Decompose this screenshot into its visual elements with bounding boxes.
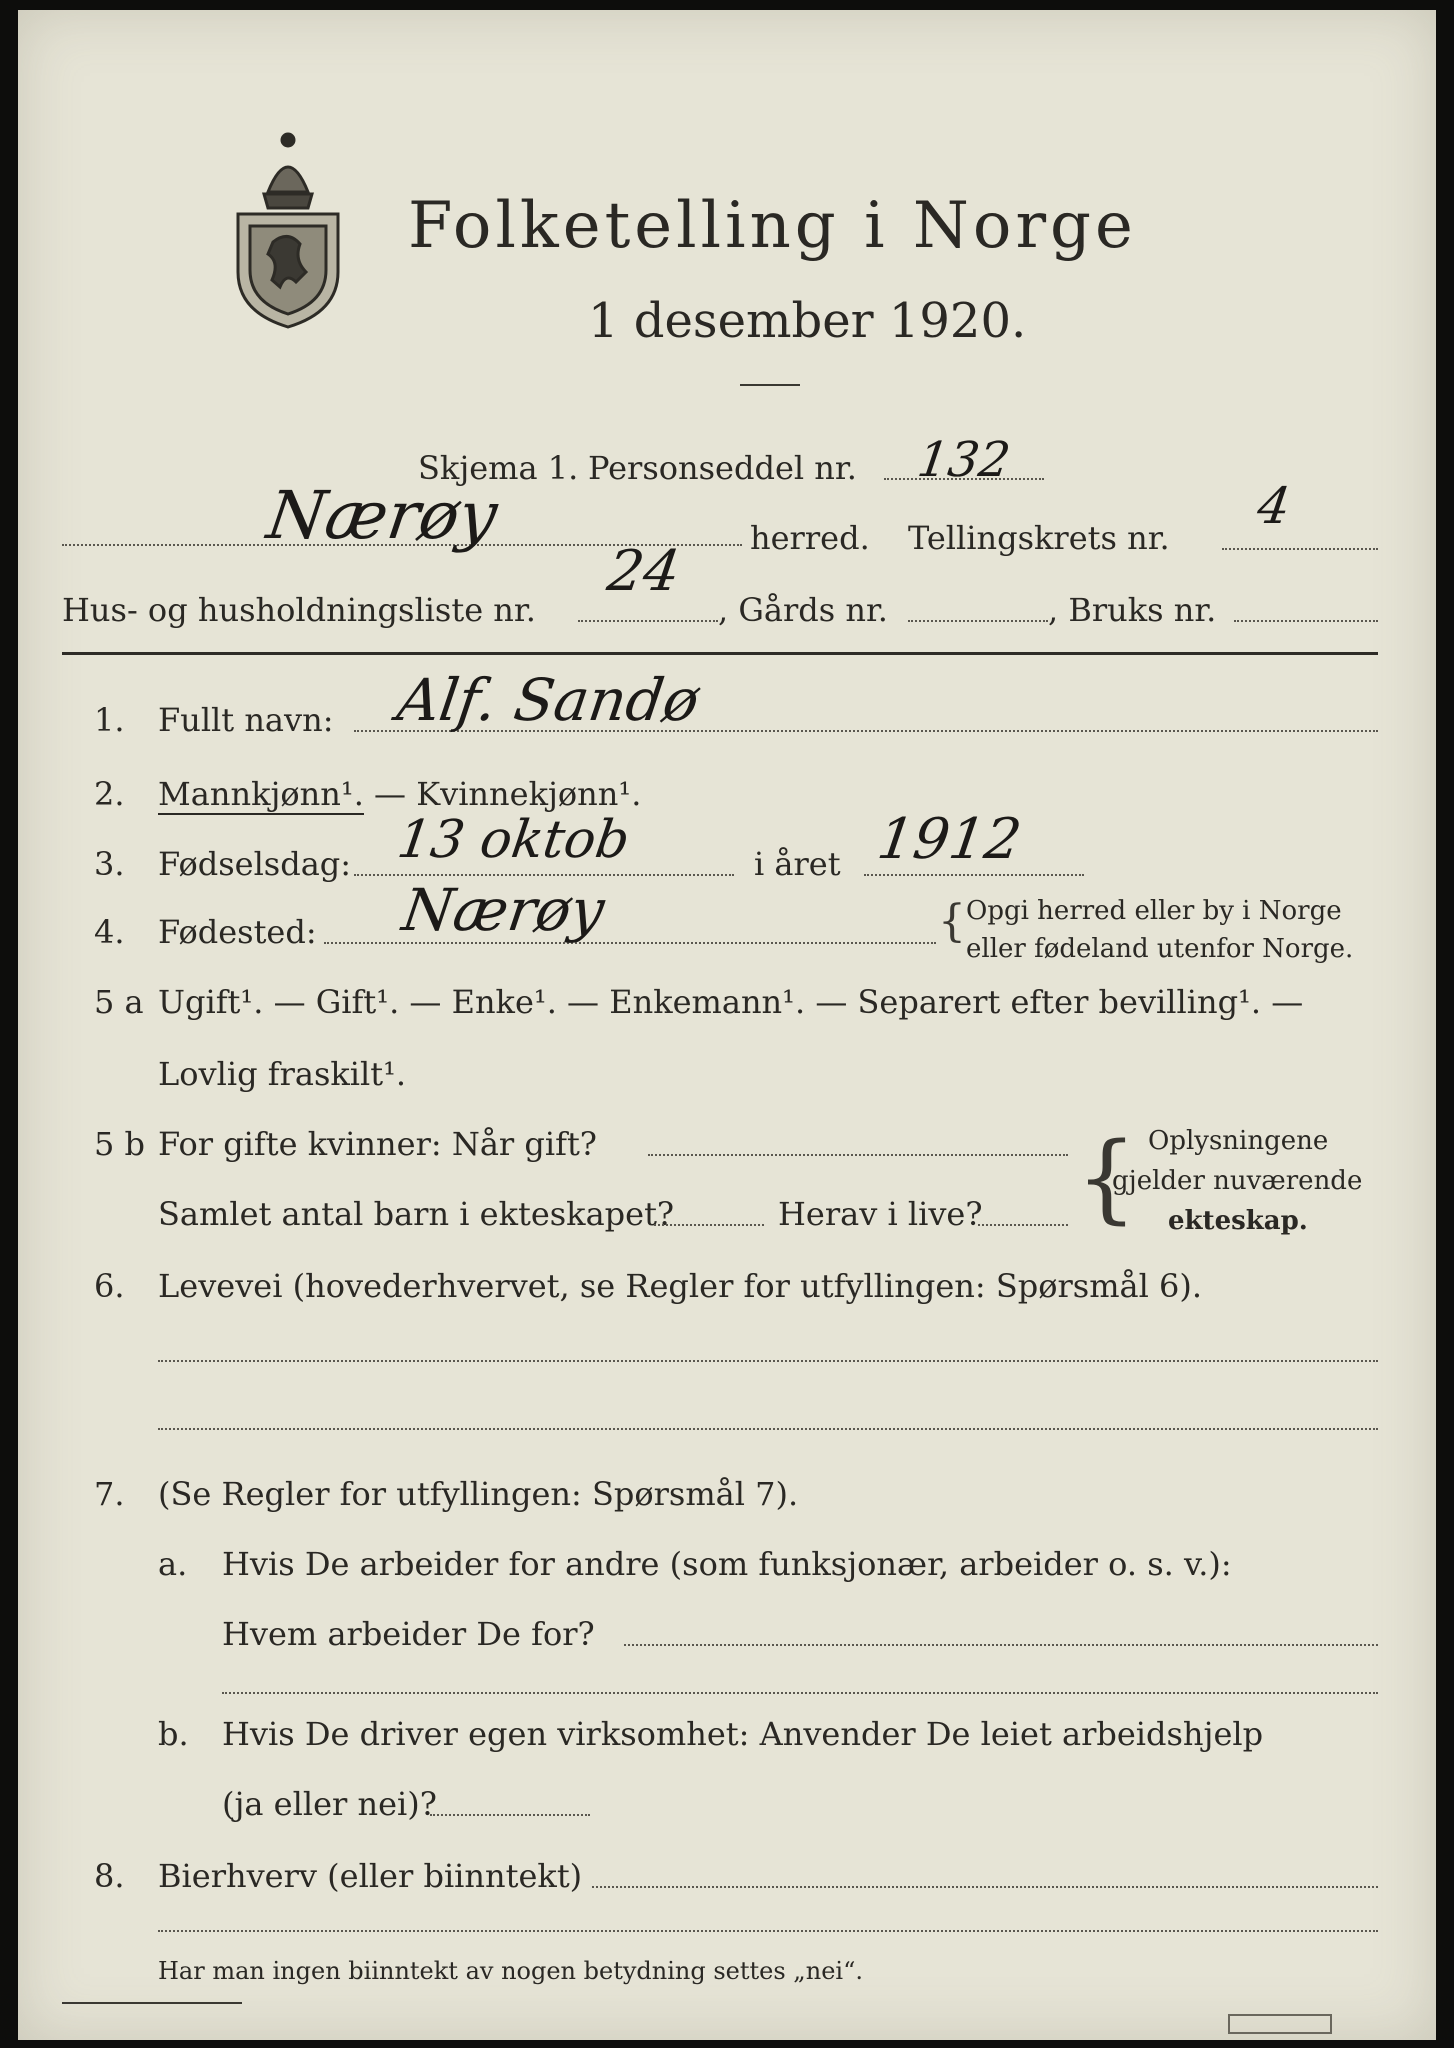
q3-birthday-value[interactable]: 13 oktob bbox=[393, 810, 634, 870]
husliste-label: Hus- og husholdningsliste nr. bbox=[62, 591, 536, 629]
husliste-value[interactable]: 24 bbox=[603, 539, 684, 604]
q5a-status-options[interactable]: Ugift¹. — Gift¹. — Enke¹. — Enkemann¹. — Separert efter bevilling¹. — bbox=[158, 983, 1304, 1021]
q4-note-line2: eller fødeland utenfor Norge. bbox=[966, 934, 1354, 964]
q4-note-bracket: { bbox=[938, 896, 966, 947]
q8-line1 bbox=[592, 1886, 1378, 1888]
tellingskrets-value[interactable]: 4 bbox=[1253, 477, 1294, 535]
q5b-married-when-line bbox=[648, 1154, 1068, 1156]
q3-label: Fødselsdag: bbox=[158, 845, 352, 883]
q4-birthplace-value[interactable]: Nærøy bbox=[398, 876, 609, 944]
tellingskrets-label: Tellingskrets nr. bbox=[908, 519, 1170, 557]
skjema-label: Skjema 1. bbox=[418, 449, 579, 487]
q7b-line2: (ja eller nei)? bbox=[222, 1785, 437, 1823]
q2-female-option[interactable]: Kvinnekjønn¹. bbox=[416, 775, 642, 813]
personseddel-label: Personseddel nr. bbox=[588, 449, 857, 487]
q6-label: Levevei (hovederhvervet, se Regler for utfyllingen: Spørsmål 6). bbox=[158, 1267, 1203, 1305]
title-divider bbox=[740, 384, 800, 386]
q6-line1 bbox=[158, 1360, 1378, 1362]
q2-separator: — bbox=[363, 775, 417, 813]
q6-number: 6. bbox=[94, 1267, 125, 1305]
q5b-note-bracket: { bbox=[1076, 1122, 1138, 1234]
q2-male-option[interactable]: Mannkjønn¹. bbox=[158, 775, 364, 813]
q7b-line1: Hvis De driver egen virksomhet: Anvender De leiet arbeidshjelp bbox=[222, 1715, 1264, 1753]
q5a-status-option-fraskilt[interactable]: Lovlig fraskilt¹. bbox=[158, 1055, 407, 1093]
herred-value[interactable]: Nærøy bbox=[262, 477, 502, 554]
q5b-married-when-label: For gifte kvinner: Når gift? bbox=[158, 1125, 597, 1163]
q7b-answer-line bbox=[430, 1814, 590, 1816]
gards-line bbox=[908, 620, 1048, 622]
q2-number: 2. bbox=[94, 775, 125, 813]
bruks-line bbox=[1234, 620, 1378, 622]
q5b-alive-line bbox=[978, 1224, 1068, 1226]
q7-number: 7. bbox=[94, 1475, 125, 1513]
header-rule bbox=[62, 652, 1378, 655]
q7a-extra-line bbox=[222, 1692, 1378, 1694]
norwegian-coat-of-arms-icon bbox=[228, 122, 348, 332]
personseddel-value[interactable]: 132 bbox=[914, 432, 1014, 488]
census-form-page bbox=[18, 10, 1436, 2040]
q7-label: (Se Regler for utfyllingen: Spørsmål 7). bbox=[158, 1475, 799, 1513]
tellingskrets-line bbox=[1222, 548, 1378, 550]
q6-line2 bbox=[158, 1428, 1378, 1430]
q5b-note-line2: gjelder nuværende bbox=[1112, 1166, 1363, 1196]
q7b-letter: b. bbox=[158, 1715, 189, 1753]
q3-year-line bbox=[864, 874, 1084, 876]
q4-note-line1: Opgi herred eller by i Norge bbox=[966, 896, 1342, 926]
q5b-note-line3: ekteskap. bbox=[1168, 1206, 1308, 1236]
q3-number: 3. bbox=[94, 845, 125, 883]
q1-number: 1. bbox=[94, 701, 125, 739]
q1-full-name-value[interactable]: Alf. Sandø bbox=[393, 666, 704, 734]
q3-year-value[interactable]: 1912 bbox=[873, 807, 1026, 872]
q5b-alive-label: Herav i live? bbox=[778, 1195, 983, 1233]
gards-label: , Gårds nr. bbox=[718, 591, 888, 629]
q4-label: Fødested: bbox=[158, 913, 317, 951]
q4-number: 4. bbox=[94, 913, 125, 951]
q7a-letter: a. bbox=[158, 1545, 188, 1583]
husliste-line bbox=[578, 620, 718, 622]
q2-gender-options bbox=[158, 774, 641, 814]
q5a-number: 5 a bbox=[94, 983, 144, 1021]
printer-mark bbox=[1228, 2014, 1332, 2034]
bruks-label: , Bruks nr. bbox=[1048, 591, 1217, 629]
q5b-number: 5 b bbox=[94, 1125, 146, 1163]
q8-label: Bierhverv (eller biinntekt) bbox=[158, 1857, 583, 1895]
footnote: Har man ingen biinntekt av nogen betydning settes „nei“. bbox=[158, 1957, 863, 1985]
q5b-children-line bbox=[654, 1224, 764, 1226]
q5b-children-label: Samlet antal barn i ekteskapet? bbox=[158, 1195, 675, 1233]
q7a-employer-line bbox=[624, 1644, 1378, 1646]
q8-line2 bbox=[158, 1930, 1378, 1932]
census-date: 1 desember 1920. bbox=[588, 293, 1027, 349]
q1-label: Fullt navn: bbox=[158, 701, 334, 739]
form-title: Folketelling i Norge bbox=[408, 189, 1137, 263]
q8-number: 8. bbox=[94, 1857, 125, 1895]
q5b-note-line1: Oplysningene bbox=[1148, 1126, 1329, 1156]
q7a-line2: Hvem arbeider De for? bbox=[222, 1615, 595, 1653]
q3-year-label: i året bbox=[754, 845, 841, 883]
herred-label: herred. bbox=[750, 519, 870, 557]
footnote-rule bbox=[62, 2002, 242, 2004]
q7a-line1: Hvis De arbeider for andre (som funksjonær, arbeider o. s. v.): bbox=[222, 1545, 1232, 1583]
